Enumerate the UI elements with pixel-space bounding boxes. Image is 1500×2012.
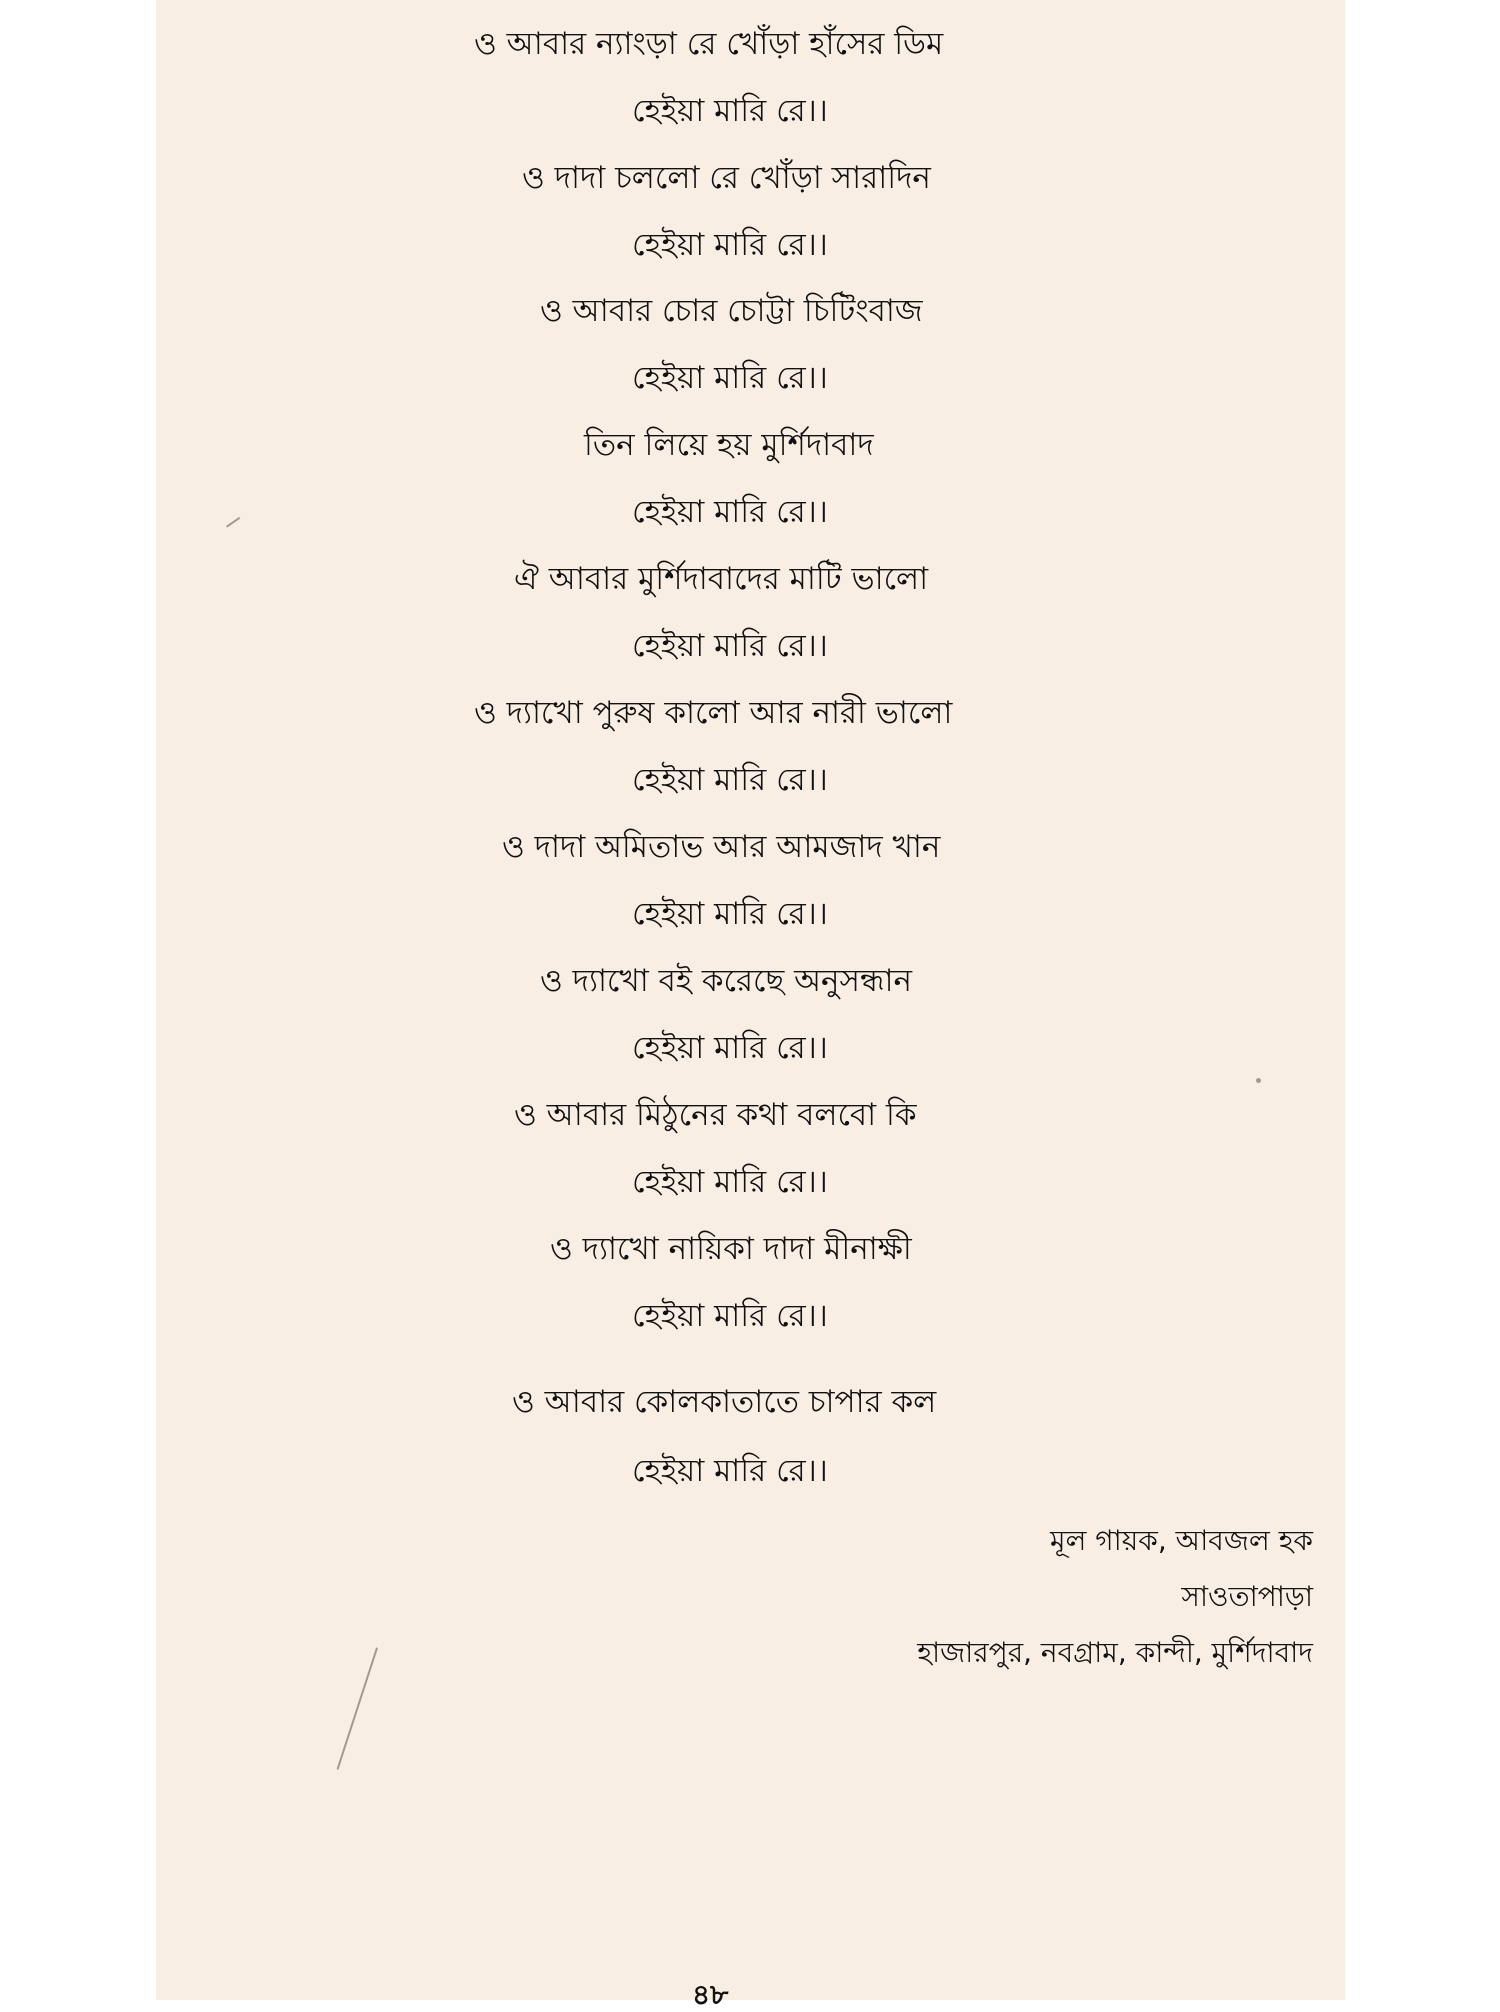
stray-pencil-mark [337, 1647, 378, 1769]
refrain-line-4: হেইয়া মারি রে।। [632, 494, 828, 530]
refrain-line-1: হেইয়া মারি রে।। [632, 93, 828, 129]
credit-address: হাজারপুর, নবগ্রাম, কান্দী, মুর্শিদাবাদ [917, 1636, 1313, 1669]
refrain-line-10: হেইয়া মারি রে।। [632, 1298, 828, 1334]
refrain-line-2: হেইয়া মারি রে।। [632, 227, 828, 263]
refrain-line-9: হেইয়া মারি রে।। [632, 1164, 828, 1200]
book-page [156, 0, 1345, 2011]
song-line-8: ও দ্যাখো বই করেছে অনুসন্ধান [540, 963, 912, 999]
refrain-line-5: হেইয়া মারি রে।। [632, 628, 828, 664]
song-line-1: ও আবার ন্যাংড়া রে খোঁড়া হাঁসের ডিম [474, 26, 944, 62]
stray-tick-mark [226, 517, 240, 528]
refrain-line-3: হেইয়া মারি রে।। [632, 360, 828, 396]
song-line-2: ও দাদা চললো রে খোঁড়া সারাদিন [522, 160, 931, 196]
credit-village: সাওতাপাড়া [1181, 1580, 1313, 1613]
stray-dot-mark [1256, 1078, 1261, 1083]
refrain-line-7: হেইয়া মারি রে।। [632, 896, 828, 932]
refrain-line-11: হেইয়া মারি রে।। [632, 1453, 828, 1489]
song-line-6: ও দ্যাখো পুরুষ কালো আর নারী ভালো [474, 695, 953, 731]
song-line-9: ও আবার মিঠুনের কথা বলবো কি [514, 1097, 917, 1133]
song-line-4: তিন লিয়ে হয় মুর্শিদাবাদ [584, 427, 874, 463]
refrain-line-8: হেইয়া মারি রে।। [632, 1030, 828, 1066]
song-line-10: ও দ্যাখো নায়িকা দাদা মীনাক্ষী [550, 1231, 912, 1267]
credit-singer: মূল গায়ক, আবজল হক [1049, 1524, 1313, 1557]
song-line-7: ও দাদা অমিতাভ আর আমজাদ খান [502, 829, 941, 865]
song-line-3: ও আবার চোর চোট্টা চিটিংবাজ [540, 293, 923, 329]
refrain-line-6: হেইয়া মারি রে।। [632, 762, 828, 798]
song-line-5: ঐ আবার মুর্শিদাবাদের মাটি ভালো [514, 561, 929, 597]
song-line-11: ও আবার কোলকাতাতে চাপার কল [512, 1384, 937, 1420]
page-number: ৪৮ [692, 1978, 729, 2011]
